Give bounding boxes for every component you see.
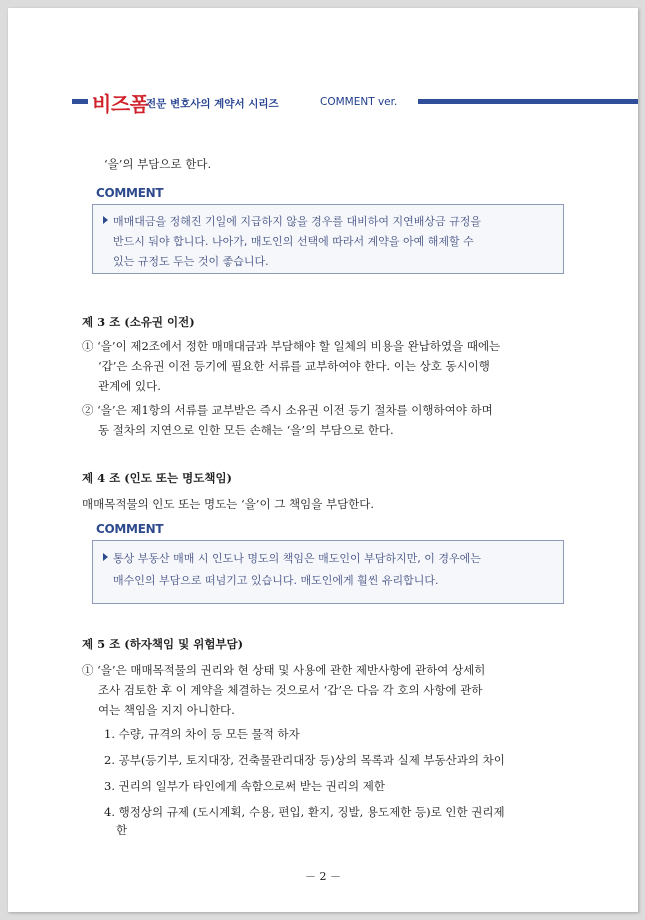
article-3-clause-1: 관계에 있다. bbox=[98, 379, 161, 393]
article-4-body: 매매목적물의 인도 또는 명도는 ‘을’이 그 책임을 부담한다. bbox=[82, 497, 375, 511]
comment-label: COMMENT bbox=[96, 186, 164, 200]
series-version: COMMENT ver. bbox=[320, 96, 398, 108]
article-3-clause-1: ① ‘을’이 제2조에서 정한 매매대금과 부담해야 할 일체의 비용을 완납하였을 때에는 bbox=[82, 339, 501, 353]
comment-line: 반드시 둬야 합니다. 나아가, 매도인의 선택에 따라서 계약을 아예 해제할 수 bbox=[113, 235, 474, 248]
comment-line: 매매대금을 정해진 기일에 지급하지 않을 경우를 대비하여 지연배상금 규정을 bbox=[103, 213, 481, 229]
article-5-clause-1: ① ‘을’은 매매목적물의 권리와 현 상태 및 사용에 관한 제반사항에 관하여 상세히 bbox=[82, 663, 486, 677]
comment-label: COMMENT bbox=[96, 522, 164, 536]
bullet-arrow-icon bbox=[103, 216, 108, 224]
list-item: 3. 권리의 일부가 타인에게 속함으로써 받는 권리의 제한 bbox=[104, 779, 385, 793]
article-3-clause-2: ② ‘을’은 제1항의 서류를 교부받은 즉시 소유권 이전 등기 절차를 이행하여야 하며 bbox=[82, 403, 493, 417]
brand-logo: 비즈폼 bbox=[92, 92, 149, 116]
comment-line: 통상 부동산 매매 시 인도나 명도의 책임은 매도인이 부담하지만, 이 경우에는 bbox=[103, 550, 481, 566]
series-title: 전문 변호사의 계약서 시리즈 bbox=[146, 98, 279, 110]
comment-line: 있는 규정도 두는 것이 좋습니다. bbox=[113, 255, 269, 268]
article-4-heading: 제 4 조 (인도 또는 명도책임) bbox=[82, 471, 232, 485]
document-page bbox=[8, 8, 638, 912]
header-bar-right bbox=[418, 99, 638, 104]
article-3-heading: 제 3 조 (소유권 이전) bbox=[82, 315, 195, 329]
article-5-clause-1: 여는 책임을 지지 아니한다. bbox=[98, 703, 235, 717]
intro-line: ‘을’의 부담으로 한다. bbox=[104, 157, 212, 171]
page-header bbox=[72, 88, 638, 116]
header-bar-left bbox=[72, 99, 88, 104]
list-item: 2. 공부(등기부, 토지대장, 건축물관리대장 등)상의 목록과 실제 부동산과의 차이 bbox=[104, 753, 505, 767]
article-5-heading: 제 5 조 (하자책임 및 위험부담) bbox=[82, 637, 244, 651]
article-5-clause-1: 조사 검토한 후 이 계약을 체결하는 것으로서 ‘갑’은 다음 각 호의 사항에 관하 bbox=[98, 683, 483, 697]
list-item: 1. 수량, 규격의 차이 등 모든 물적 하자 bbox=[104, 727, 300, 741]
comment-box bbox=[92, 204, 564, 274]
list-item: 4. 행정상의 규제 (도시계획, 수용, 편입, 환지, 징발, 용도제한 등)로 인한 권리제 bbox=[104, 805, 505, 819]
bullet-arrow-icon bbox=[103, 553, 108, 561]
comment-line: 매수인의 부담으로 떠넘기고 있습니다. 매도인에게 훨씬 유리합니다. bbox=[113, 574, 439, 587]
comment-box bbox=[92, 540, 564, 604]
page-number: － 2 － bbox=[305, 870, 341, 883]
article-3-clause-1: ‘갑’은 소유권 이전 등기에 필요한 서류를 교부하여야 한다. 이는 상호 동시이행 bbox=[98, 359, 490, 373]
article-3-clause-2: 동 절차의 지연으로 인한 모든 손해는 ‘을’의 부담으로 한다. bbox=[98, 423, 394, 437]
list-item: 한 bbox=[116, 823, 128, 837]
